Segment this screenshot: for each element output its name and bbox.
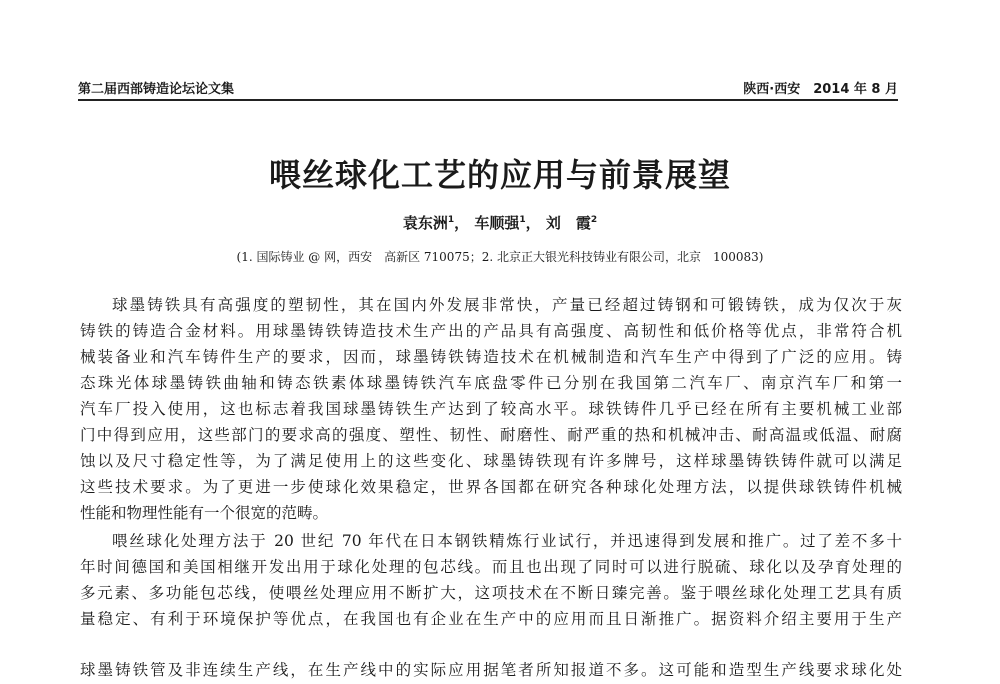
author-name: 车顺强 <box>474 214 520 232</box>
body-line: 蚀以及尺寸稳定性等，为了满足使用上的这些变化、球墨铸铁现有许多牌号，这样球墨铸铁铸件就可以满足 <box>80 452 902 470</box>
body-line: 多元素、多功能包芯线，使喂丝处理应用不断扩大，这项技术在不断日臻完善。鉴于喂丝球化处理工艺具有质 <box>80 584 902 602</box>
author-affil-mark: 1 <box>519 215 526 225</box>
header-journal: 第二届西部铸造论坛论文集 <box>78 81 235 97</box>
running-header <box>78 76 898 98</box>
body-line: 球墨铸铁管及非连续生产线，在生产线中的实际应用据笔者所知报道不多。这可能和造型生产线要求球化处 <box>80 661 902 679</box>
body-line: 门中得到应用，这些部门的要求高的强度、塑性、韧性、耐磨性、耐严重的热和机械冲击、耐高温或低温、耐腐 <box>80 426 902 444</box>
author-affil-mark: 1 <box>447 215 455 225</box>
body-line: 性能和物理性能有一个很宽的范畴。 <box>80 504 329 522</box>
header-place-date: 陕西·西安 2014 年 8 月 <box>743 81 898 97</box>
body-line: 量稳定、有利于环境保护等优点，在我国也有企业在生产中的应用而且日渐推广。据资料介绍主要用于生产 <box>80 610 902 628</box>
author-list: 袁东洲$^1$， 车顺强$^1$， 刘 霞$^2$ <box>402 214 598 232</box>
affiliation: (1. 国际铸业 @ 网，西安 高新区 710075；2. 北京正大银光科技铸业有限公司，北京 100083) <box>236 250 764 264</box>
header-rule <box>78 99 898 101</box>
body-line: 喂丝球化处理方法于 20 世纪 70 年代在日本钢铁精炼行业试行，并迅速得到发展和推广。过了差不多十 <box>112 532 902 550</box>
body-line: 械装备业和汽车铸件生产的要求，因而，球墨铸铁铸造技术在机械制造和汽车生产中得到了广泛的应用。铸 <box>80 348 902 366</box>
author-affil-mark: 2 <box>590 215 598 225</box>
body-line: 汽车厂投入使用，这也标志着我国球墨铸铁生产达到了较高水平。球铁铸件几乎已经在所有主要机械工业部 <box>80 400 902 418</box>
body-line: 这些技术要求。为了更进一步使球化效果稳定，世界各国都在研究各种球化处理方法，以提供球铁铸件机械 <box>80 478 902 496</box>
author-name: 刘 霞 <box>545 214 591 232</box>
body-line: 态珠光体球墨铸铁曲轴和铸态铁素体球墨铸铁汽车底盘零件已分别在我国第二汽车厂、南京汽车厂和第一 <box>80 374 902 392</box>
paper-title: 喂丝球化工艺的应用与前景展望 <box>268 156 731 194</box>
author-name: 袁东洲 <box>402 214 448 232</box>
body-line: 铸铁的铸造合金材料。用球墨铸铁铸造技术生产出的产品具有高强度、高韧性和低价格等优点，非常符合机 <box>80 322 902 340</box>
body-line: 球墨铸铁具有高强度的塑韧性，其在国内外发展非常快，产量已经超过铸钢和可锻铸铁，成为仅次于灰 <box>112 296 902 314</box>
body-line: 年时间德国和美国相继开发出用于球化处理的包芯线。而且也出现了同时可以进行脱硫、球化以及孕育处理的 <box>80 558 902 576</box>
